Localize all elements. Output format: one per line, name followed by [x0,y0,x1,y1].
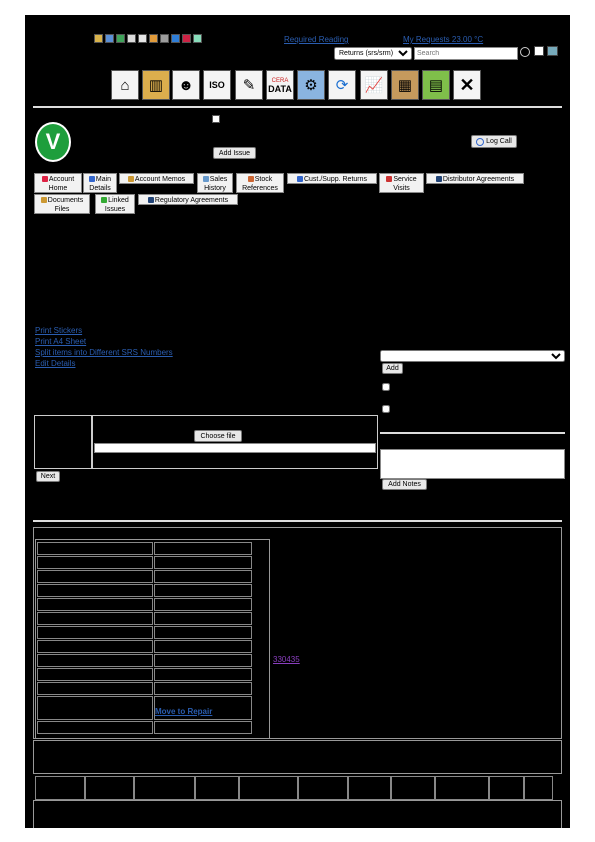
tab-6[interactable] [379,173,424,193]
split-items-link[interactable]: Split items into Different SRS Numbers [35,348,173,357]
details-label-cell [37,668,153,681]
printer-icon[interactable] [193,34,202,43]
log-call-button[interactable] [471,135,517,148]
tab-7[interactable] [426,173,524,184]
add-button[interactable]: Add [382,363,403,374]
tab-label: Account [48,176,75,183]
data-icon[interactable] [266,70,294,100]
tab-label-line2: Details [89,185,111,192]
tab-3[interactable] [197,173,233,193]
details-value-cell [154,721,252,734]
tab-0[interactable] [34,173,82,193]
details-value-cell [154,682,252,695]
choose-file-button[interactable]: Choose file [194,430,242,442]
divider [33,106,562,108]
search-icon[interactable] [520,47,530,57]
tab-label: Main [95,176,112,183]
details-label-cell [37,542,153,555]
tab-icon [436,176,442,182]
record-number-link[interactable]: 330435 [273,655,300,664]
details-label-cell [37,640,153,653]
globe-icon[interactable] [116,34,125,43]
details-value-cell [154,668,252,681]
details-label-cell [37,721,153,734]
users-icon[interactable]: ☻ [172,70,200,100]
tab-label: Cust./Supp. Returns [303,176,368,183]
cera-text: CERA [271,78,289,84]
edit-icon[interactable] [212,115,220,123]
details-value-cell [154,612,252,625]
items-column-header [85,776,134,800]
tab-label-line2: References [242,185,278,192]
tab-icon [203,176,209,182]
home-icon[interactable]: ⌂ [111,70,139,100]
details-label-cell [37,584,153,597]
tab-icon [89,176,95,182]
divider [33,520,562,522]
data-text: DATA [268,84,292,94]
shop-icon[interactable]: ▥ [142,70,170,100]
move-to-repair-link[interactable]: Move to Repair [155,707,213,716]
tab-label: Service [393,176,417,183]
my-requests-link[interactable]: My Requests 23.00 °C [403,35,484,44]
tab-label: Stock [254,176,273,183]
logo-mark-icon: V [37,124,69,160]
pencil-icon[interactable]: ✎ [235,70,263,100]
option-checkbox-1[interactable] [382,383,390,391]
company-logo [35,122,71,162]
tab-icon [42,176,48,182]
close-icon[interactable]: ✕ [453,70,481,100]
details-value-cell [154,626,252,639]
details-label-cell [37,598,153,611]
upload-field-cell [92,415,378,469]
tab-4[interactable] [236,173,284,193]
notes-type-select[interactable] [380,350,565,362]
print-a4-link[interactable]: Print A4 Sheet [35,337,87,346]
details-value-cell [154,584,252,597]
tab-label: Documents [47,197,84,204]
book-icon[interactable]: ▤ [422,70,450,100]
items-column-header [435,776,489,800]
file-description-input[interactable] [94,443,376,453]
details-value-cell [154,542,252,555]
items-column-header [524,776,553,800]
tab-label-line2: Issues [104,206,126,213]
tab-9[interactable] [95,194,135,214]
tab-8[interactable] [34,194,90,214]
tab-label-line2: Home [48,185,68,192]
details-label-cell [37,570,153,583]
tab-icon [248,176,254,182]
items-column-header [239,776,298,800]
items-column-header [391,776,435,800]
box-icon[interactable]: ▦ [391,70,419,100]
tab-label: Account Memos [134,176,186,183]
mail-icon[interactable] [105,34,114,43]
tab-label-line2: Files [54,206,70,213]
items-column-header [195,776,239,800]
details-value-cell [154,570,252,583]
print-stickers-link[interactable]: Print Stickers [35,326,83,335]
refresh-window-icon[interactable] [547,46,558,56]
tab-label: Regulatory Agreements [154,197,229,204]
details-value-cell [154,598,252,611]
details-value-cell [154,556,252,569]
tab-label-line2: Visits [393,185,410,192]
items-table-body [33,800,562,828]
iso-text: ISO [209,80,225,90]
tab-1[interactable] [83,173,117,193]
chart-icon[interactable] [149,34,158,43]
tab-label: Linked [108,197,129,204]
tab-label: Sales [209,176,228,183]
items-column-header [489,776,524,800]
info-icon[interactable] [171,34,180,43]
tab-icon [41,197,47,203]
tab-icon [297,176,303,182]
items-header-bar [33,740,562,774]
add-issue-button[interactable]: Add Issue [213,147,256,159]
items-column-header [348,776,391,800]
phone-icon [476,138,484,146]
tab-icon [128,176,134,182]
folder-icon[interactable] [138,34,147,43]
tab-label-line2: History [204,185,226,192]
iso-icon[interactable] [203,70,231,100]
notes-textarea[interactable] [380,449,565,479]
option-checkbox-2[interactable] [382,405,390,413]
details-label-cell [37,682,153,695]
details-label-cell [37,654,153,667]
upload-label-cell [34,415,92,469]
next-button[interactable]: Next [36,471,60,482]
tab-2[interactable] [119,173,194,184]
people-icon[interactable] [160,34,169,43]
items-column-header [134,776,195,800]
tab-label: Distributor Agreements [442,176,515,183]
home-icon[interactable] [94,34,103,43]
required-reading-link[interactable]: Required Reading [284,35,349,44]
details-label-cell [37,556,153,569]
refresh-icon[interactable]: ⟳ [328,70,356,100]
tab-icon [101,197,107,203]
edit-details-link[interactable]: Edit Details [35,359,76,368]
details-value-cell [154,654,252,667]
divider [380,432,565,434]
tab-10[interactable] [138,194,238,205]
search-input[interactable] [414,47,518,60]
returns-select[interactable] [334,47,412,60]
add-notes-button[interactable]: Add Notes [382,479,427,490]
grid-icon[interactable] [127,34,136,43]
log-call-label: Log Call [486,138,512,145]
details-label-cell [37,696,153,720]
details-label-cell [37,612,153,625]
items-column-header [35,776,85,800]
pdf-icon[interactable] [182,34,191,43]
tab-icon [386,176,392,182]
page-background [25,15,570,828]
items-column-header [298,776,348,800]
external-link-icon[interactable] [534,46,544,56]
details-label-cell [37,626,153,639]
tab-icon [148,197,154,203]
gears-icon[interactable]: ⚙ [297,70,325,100]
tab-5[interactable] [287,173,377,184]
chart-icon[interactable]: 📈 [360,70,388,100]
details-value-cell [154,640,252,653]
